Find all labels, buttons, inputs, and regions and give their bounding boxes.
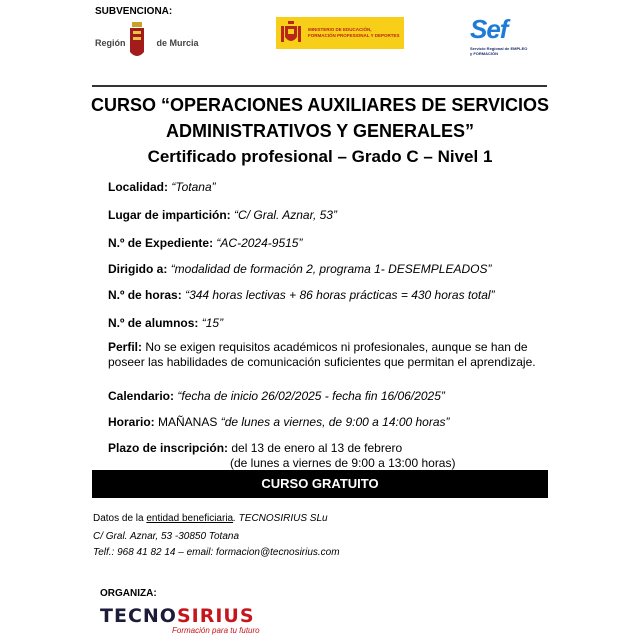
dirigido-value: “modalidad de formación 2, programa 1- DESEMPLEADOS”	[170, 262, 492, 276]
spain-crest-icon	[280, 20, 302, 46]
ministerio-logo	[276, 17, 404, 49]
tecno-logo-part1: TECNO	[100, 605, 177, 627]
calendario-label: Calendario:	[108, 389, 175, 403]
alumnos-label: N.º de alumnos:	[108, 316, 199, 330]
entidad-beneficiaria-link[interactable]: entidad beneficiaria	[146, 513, 234, 524]
tecno-logo-part2: SIRIUS	[176, 605, 255, 627]
contact-entity: . TECNOSIRIUS SLu	[233, 513, 328, 524]
organiza-label: ORGANIZA:	[100, 588, 157, 599]
contact-address: C/ Gral. Aznar, 53 -30850 Totana	[93, 531, 240, 542]
plazo-value-hours: (de lunes a viernes de 9:00 a 13:00 horas)	[230, 456, 456, 470]
field-horas	[108, 288, 495, 303]
tecnosirius-logo	[100, 605, 275, 640]
field-localidad	[108, 180, 216, 195]
field-dirigido	[108, 262, 492, 277]
course-title-line2: ADMINISTRATIVOS Y GENERALES”	[165, 121, 475, 141]
calendario-value: “fecha de inicio 26/02/2025 - fecha fin 16/06/2025”	[177, 389, 445, 403]
murcia-logo-prefix: Región	[95, 38, 126, 48]
subvenciona-label: SUBVENCIONA:	[95, 6, 173, 17]
course-subtitle: Certificado profesional – Grado C – Nivel 1	[147, 147, 493, 166]
lugar-value: “C/ Gral. Aznar, 53”	[234, 208, 337, 222]
header-divider	[92, 85, 547, 87]
course-title-line1: CURSO “OPERACIONES AUXILIARES DE SERVICIOS	[90, 95, 550, 115]
sef-logo-subtitle: Servicio Regional de EMPLEO y FORMACIÓN	[470, 46, 528, 56]
contact-intro: Datos de la	[93, 513, 144, 524]
sef-logo	[466, 16, 526, 60]
field-plazo	[108, 441, 402, 456]
horario-value: “de lunes a viernes, de 9:00 a 14:00 horas”	[220, 415, 450, 429]
region-murcia-logo	[95, 20, 199, 64]
horas-label: N.º de horas:	[108, 288, 182, 302]
localidad-value: “Totana”	[171, 180, 216, 194]
dirigido-label: Dirigido a:	[108, 262, 168, 276]
expediente-label: N.º de Expediente:	[108, 236, 214, 250]
contact-entity-line	[93, 512, 328, 525]
field-alumnos	[108, 316, 223, 331]
murcia-logo-suffix: de Murcia	[156, 38, 199, 48]
field-perfil	[108, 340, 548, 370]
murcia-crest-icon	[128, 22, 146, 60]
plazo-label: Plazo de inscripción:	[108, 441, 229, 455]
field-horario	[108, 415, 450, 430]
field-calendario	[108, 389, 445, 404]
perfil-label: Perfil:	[108, 340, 143, 354]
alumnos-value: “15”	[201, 316, 224, 330]
horario-label: Horario:	[108, 415, 155, 429]
field-expediente	[108, 236, 302, 251]
tecno-logo-tagline: Formación para tu futuro	[172, 626, 260, 635]
plazo-value: del 13 de enero al 13 de febrero	[231, 441, 403, 455]
field-lugar	[108, 208, 337, 223]
curso-gratuito-banner: CURSO GRATUITO	[92, 470, 548, 498]
lugar-label: Lugar de impartición:	[108, 208, 231, 222]
horas-value: “344 horas lectivas + 86 horas prácticas = 430 horas total”	[185, 288, 495, 302]
perfil-value: No se exigen requisitos académicos ni profesionales, aunque se han de poseer las habilidades de comunicación suficientes que permitan el aprendizaje.	[108, 340, 536, 369]
localidad-label: Localidad:	[108, 180, 169, 194]
contact-phone-email: Telf.: 968 41 82 14 – email: formacion@tecnosirius.com	[93, 547, 340, 558]
ministerio-logo-text: MINISTERIO DE EDUCACIÓN, FORMACIÓN PROFESIONAL Y DEPORTES	[308, 27, 400, 38]
horario-value-plain: MAÑANAS	[158, 415, 218, 429]
expediente-value: “AC-2024-9515”	[216, 236, 303, 250]
sef-logo-word: Sef	[470, 14, 508, 44]
